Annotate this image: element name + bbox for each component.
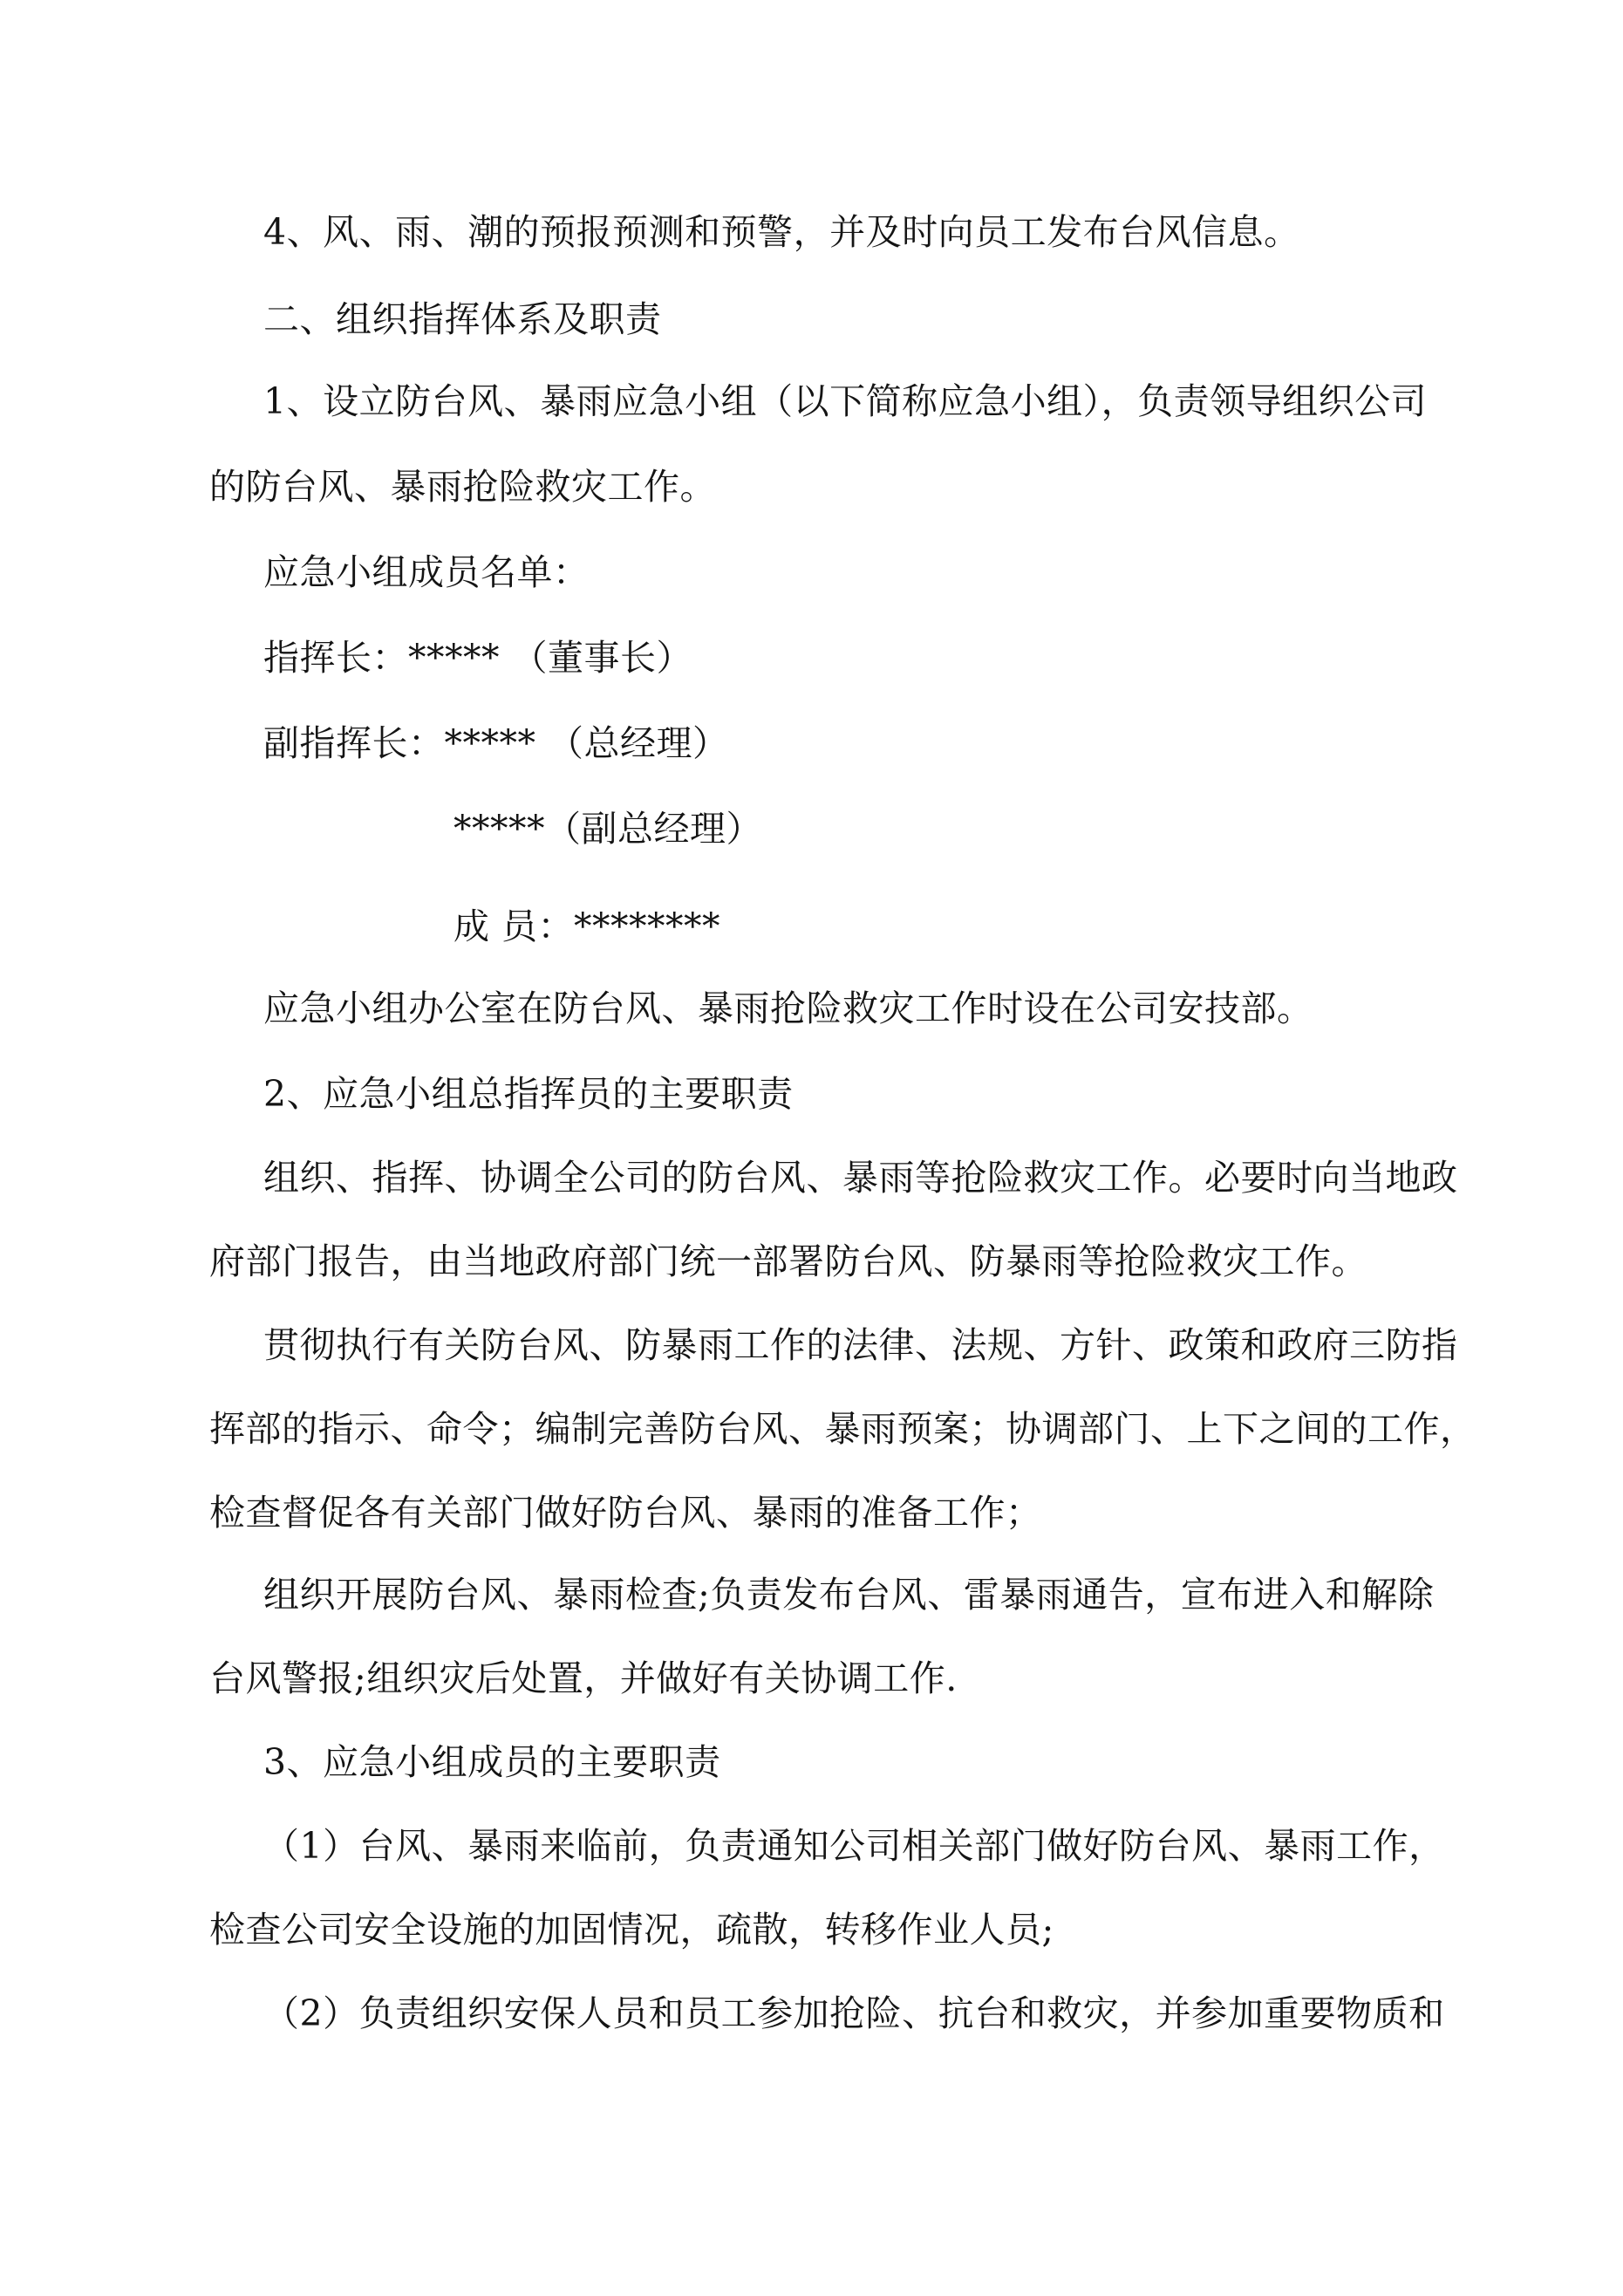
paragraph-line: 贯彻执行有关防台风、防暴雨工作的法律、法规、方针、政策和政府三防指 bbox=[263, 1324, 1458, 1366]
paragraph-line: 组织开展防台风、暴雨检查;负责发布台风、雷暴雨通告，宣布进入和解除 bbox=[263, 1574, 1435, 1616]
section-heading: 二、组织指挥体系及职责 bbox=[263, 298, 662, 340]
paragraph-line: 副指挥长：***** （总经理） bbox=[263, 722, 729, 764]
paragraph-line: *****（副总经理） bbox=[453, 808, 762, 850]
paragraph-line: 的防台风、暴雨抢险救灾工作。 bbox=[209, 466, 716, 508]
section-heading: 3、应急小组成员的主要职责 bbox=[263, 1741, 721, 1783]
paragraph-line: 应急小组办公室在防台风、暴雨抢险救灾工作时设在公司安技部。 bbox=[263, 987, 1313, 1029]
paragraph-line: 应急小组成员名单： bbox=[263, 551, 590, 593]
paragraph-line: 府部门报告，由当地政府部门统一部署防台风、防暴雨等抢险救灾工作。 bbox=[209, 1240, 1367, 1282]
paragraph-line: （2）负责组织安保人员和员工参加抢险、抗台和救灾，并参加重要物质和 bbox=[263, 1992, 1445, 2034]
paragraph-line: 指挥长：***** （董事长） bbox=[263, 637, 693, 679]
paragraph-line: 检查督促各有关部门做好防台风、暴雨的准备工作； bbox=[209, 1492, 1042, 1534]
paragraph-line: 检查公司安全设施的加固情况，疏散，转移作业人员; bbox=[209, 1909, 1054, 1951]
paragraph-line: 1、设立防台风、暴雨应急小组（以下简称应急小组），负责领导组织公司 bbox=[263, 380, 1428, 422]
paragraph-line: 成 员：******** bbox=[453, 905, 721, 947]
paragraph-line: 4、风、雨、潮的预报预测和预警，并及时向员工发布台风信息。 bbox=[263, 211, 1300, 253]
paragraph-line: 台风警报;组织灾后处置，并做好有关协调工作. bbox=[209, 1657, 958, 1699]
section-heading: 2、应急小组总指挥员的主要职责 bbox=[263, 1073, 794, 1115]
paragraph-line: 挥部的指示、命令；编制完善防台风、暴雨预案；协调部门、上下之间的工作， bbox=[209, 1408, 1476, 1450]
paragraph-line: （1）台风、暴雨来临前，负责通知公司相关部门做好防台风、暴雨工作， bbox=[263, 1825, 1445, 1867]
paragraph-line: 组织、指挥、协调全公司的防台风、暴雨等抢险救灾工作。必要时向当地政 bbox=[263, 1157, 1458, 1199]
